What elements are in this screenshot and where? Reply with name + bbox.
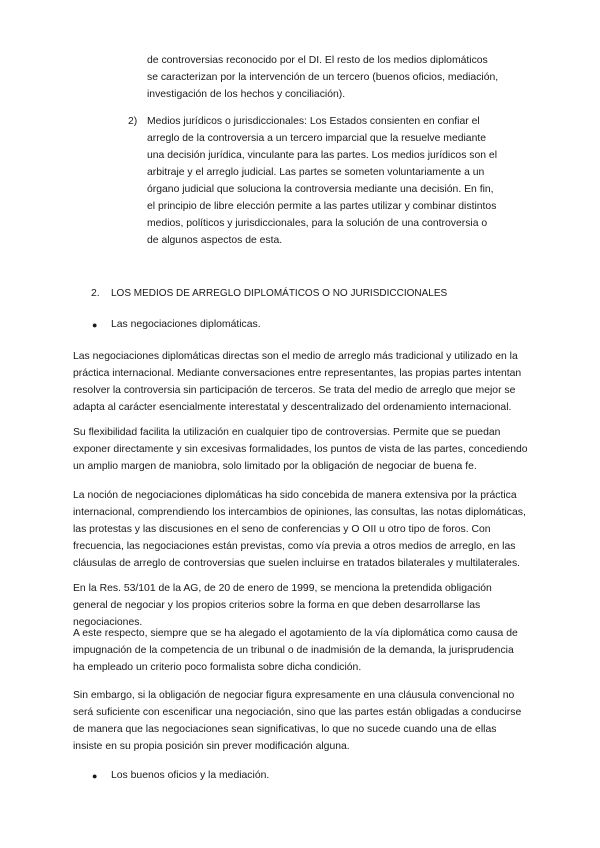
body-paragraph: Su flexibilidad facilita la utilización en cualquier tipo de controversias. Permite que se puedan exponer directamente y sin excesivas formalidades, los puntos de vista de las partes, concediendo un amplio margen de maniobra, solo limitado por la obligación de negociar de buena fe. — [73, 427, 528, 472]
section-heading: LOS MEDIOS DE ARREGLO DIPLOMÁTICOS O NO JURISDICCIONALES — [111, 288, 448, 299]
intro-continuation-paragraph: de controversias reconocido por el DI. El resto de los medios diplomáticos se caracterizan por la intervención de un tercero (buenos oficios, mediación, investigación de los hechos y conciliación). — [147, 55, 499, 100]
body-paragraph: A este respecto, siempre que se ha alegado el agotamiento de la vía diplomática como causa de impugnación de la competencia de un tribunal o de inadmisión de la demanda, la jurisprudencia ha empleado un criterio poco formalista sobre dicha condición. — [73, 628, 518, 673]
bullet-item-buenos-oficios: Los buenos oficios y la mediación. — [111, 770, 270, 781]
body-paragraph: Las negociaciones diplomáticas directas son el medio de arreglo más tradicional y utilizado en la práctica internacional. Mediante conversaciones entre representantes, las propias partes intentan resolver la controversia sin participación de terceros. Se trata del medio de arreglo que mejor se adapta al carácter esencialmente interestatal y descentralizado del ordenamiento internacional. — [73, 351, 522, 413]
list-item-number: 2) — [128, 116, 138, 127]
list-item-text: Medios jurídicos o jurisdiccionales: Los Estados consienten en confiar el arreglo de la controversia a un tercero imparcial que la resuelve mediante una decisión jurídica, vinculante para las partes. Los medios jurídicos son el arbitraje y el arreglo judicial. Las partes se someten voluntariamente a un órgano judicial que soluciona la controversia mediante una decisión. En fin, el principio de libre elección permite a las partes utilizar y combinar distintos medios, políticos y jurisdiccionales, para la solución de una controversia o de algunos aspectos de esta. — [147, 116, 498, 246]
body-paragraph: Sin embargo, si la obligación de negociar figura expresamente en una cláusula convencional no será suficiente con escenificar una negociación, sino que las partes están obligadas a conducirse de manera que las negociaciones sean significativas, lo que no sucede cuando una de ellas insiste en su propia posición sin prever modificación alguna. — [73, 690, 522, 752]
body-paragraph: En la Res. 53/101 de la AG, de 20 de enero de 1999, se menciona la pretendida obligación general de negociar y los propios criterios sobre la forma en que deben desarrollarse las negociaciones. — [73, 583, 492, 628]
body-paragraph: La noción de negociaciones diplomáticas ha sido concebida de manera extensiva por la práctica internacional, comprendiendo los intercambios de opiniones, las consultas, las notas diplomáticas, las protestas y las discusiones en el seno de conferencias y O OII u otro tipo de foros. Con frecuencia, las negociaciones están previstas, como vía previa a otros medios de arreglo, en las cláusulas de arreglo de controversias que suelen incluirse en tratados bilaterales y multilaterales. — [73, 490, 526, 569]
bullet-marker: ● — [92, 320, 98, 330]
bullet-marker: ● — [92, 771, 98, 781]
section-number: 2. — [91, 288, 100, 299]
bullet-item-negociaciones: Las negociaciones diplomáticas. — [111, 319, 261, 330]
